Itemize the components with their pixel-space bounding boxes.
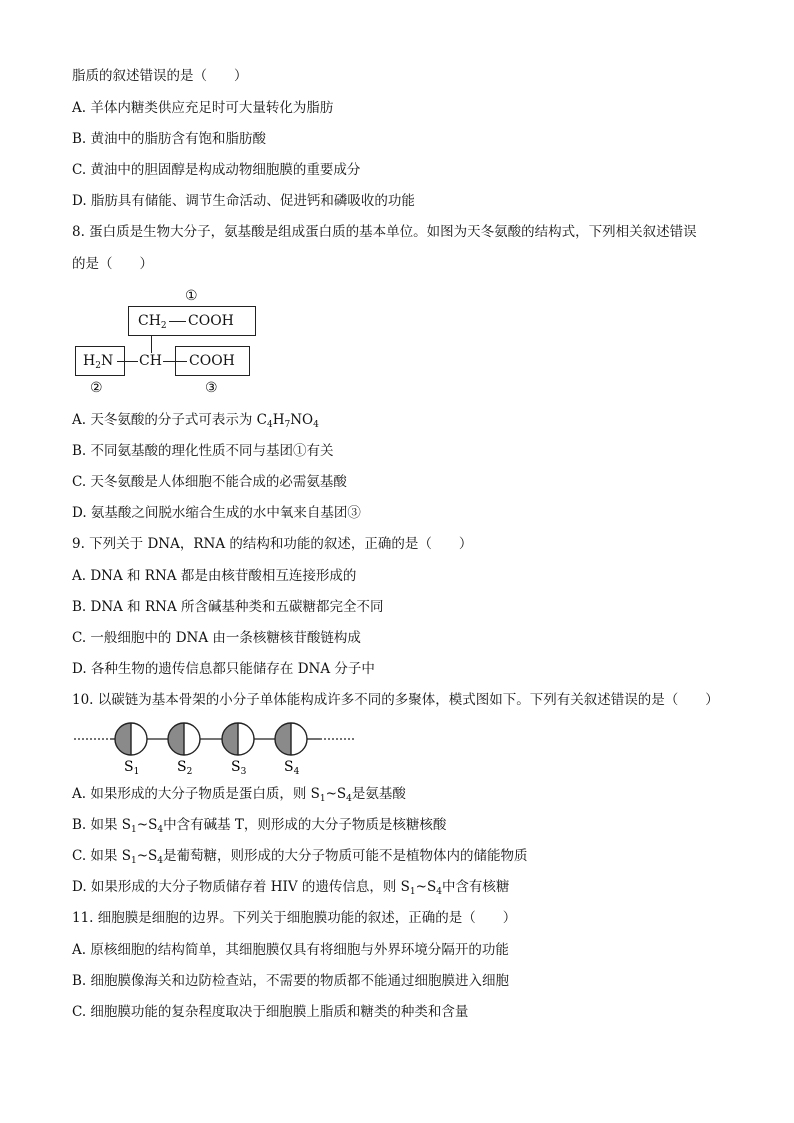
q9-option-c: C. 一般细胞中的 DNA 由一条核糖核苷酸链构成 (72, 630, 361, 646)
monomer-s3 (222, 723, 254, 755)
cooh-right: COOH (189, 353, 235, 369)
q10-option-c: C. 如果 $S_1\sim S_4$是葡萄糖，则形成的大分子物质可能不是植物体内的储能物质 (72, 848, 528, 866)
q10-option-a: A. 如果形成的大分子物质是蛋白质，则 $S_1\sim S_4$是氨基酸 (72, 786, 406, 804)
q8-option-c: C. 天冬氨酸是人体细胞不能合成的必需氨基酸 (72, 474, 347, 490)
q7-stem-tail: 脂质的叙述错误的是（ ） (72, 68, 248, 84)
label-s4: $S_4$ (284, 759, 300, 777)
alpha-carbon: CH (139, 353, 162, 369)
q8-option-d: D. 氨基酸之间脱水缩合生成的水中氧来自基团③ (72, 505, 361, 521)
ch2-group: $CH_2$ (138, 313, 167, 331)
q7-option-b: B. 黄油中的脂肪含有饱和脂肪酸 (72, 131, 267, 147)
amino-group: $H_2N$ (83, 353, 114, 371)
ch-ch2-bond (151, 336, 152, 353)
monomer-s2 (168, 723, 200, 755)
label-s1: $S_1$ (124, 759, 140, 777)
q10-stem: 10. 以碳链为基本骨架的小分子单体能构成许多不同的多聚体，模式图如下。下列有关叙述错误的是（ ） (72, 692, 719, 708)
q7-option-a: A. 羊体内糖类供应充足时可大量转化为脂肪 (72, 100, 334, 116)
q11-option-a: A. 原核细胞的结构简单，其细胞膜仅具有将细胞与外界环境分隔开的功能 (72, 942, 509, 958)
cooh-top: COOH (188, 313, 234, 329)
q11-option-c: C. 细胞膜功能的复杂程度取决于细胞膜上脂质和糖类的种类和含量 (72, 1004, 469, 1020)
monomer-s1 (115, 723, 147, 755)
monomer-s4 (275, 723, 307, 755)
ch2-cooh-bond (169, 321, 186, 322)
q10-option-d: D. 如果形成的大分子物质储存着 HIV 的遗传信息，则 $S_1\sim S_4$中含有核糖 (72, 879, 510, 897)
q9-option-a: A. DNA 和 RNA 都是由核苷酸相互连接形成的 (72, 568, 357, 584)
q8-stem-line1: 8. 蛋白质是生物大分子，氨基酸是组成蛋白质的基本单位。如图为天冬氨酸的结构式，下列相关叙述错误 (72, 224, 697, 240)
group-label-3: ③ (205, 380, 218, 396)
n-ch-bond (117, 361, 138, 362)
q7-option-c: C. 黄油中的胆固醇是构成动物细胞膜的重要成分 (72, 162, 361, 178)
q8-stem-line2: 的是（ ） (72, 256, 153, 272)
aspartic-acid-structure (0, 0, 794, 400)
q8-option-b: B. 不同氨基酸的理化性质不同与基团①有关 (72, 443, 334, 459)
q7-option-d: D. 脂肪具有储能、调节生命活动、促进钙和磷吸收的功能 (72, 193, 415, 209)
q11-option-b: B. 细胞膜像海关和边防检查站，不需要的物质都不能通过细胞膜进入细胞 (72, 973, 510, 989)
group-label-1: ① (185, 288, 198, 304)
q9-option-b: B. DNA 和 RNA 所含碱基种类和五碳糖都完全不同 (72, 599, 384, 615)
polymer-chain-diagram (72, 715, 362, 777)
q10-option-b: B. 如果 $S_1\sim S_4$中含有碱基 T，则形成的大分子物质是核糖核酸 (72, 817, 447, 835)
q9-stem: 9. 下列关于 DNA，RNA 的结构和功能的叙述，正确的是（ ） (72, 536, 473, 552)
q8-option-a: A. 天冬氨酸的分子式可表示为 $C_4H_7NO_4$ (72, 412, 319, 430)
group-label-2: ② (90, 380, 103, 396)
q11-stem: 11. 细胞膜是细胞的边界。下列关于细胞膜功能的叙述，正确的是（ ） (72, 910, 517, 926)
q9-option-d: D. 各种生物的遗传信息都只能储存在 DNA 分子中 (72, 661, 375, 677)
label-s3: $S_3$ (231, 759, 247, 777)
label-s2: $S_2$ (177, 759, 193, 777)
